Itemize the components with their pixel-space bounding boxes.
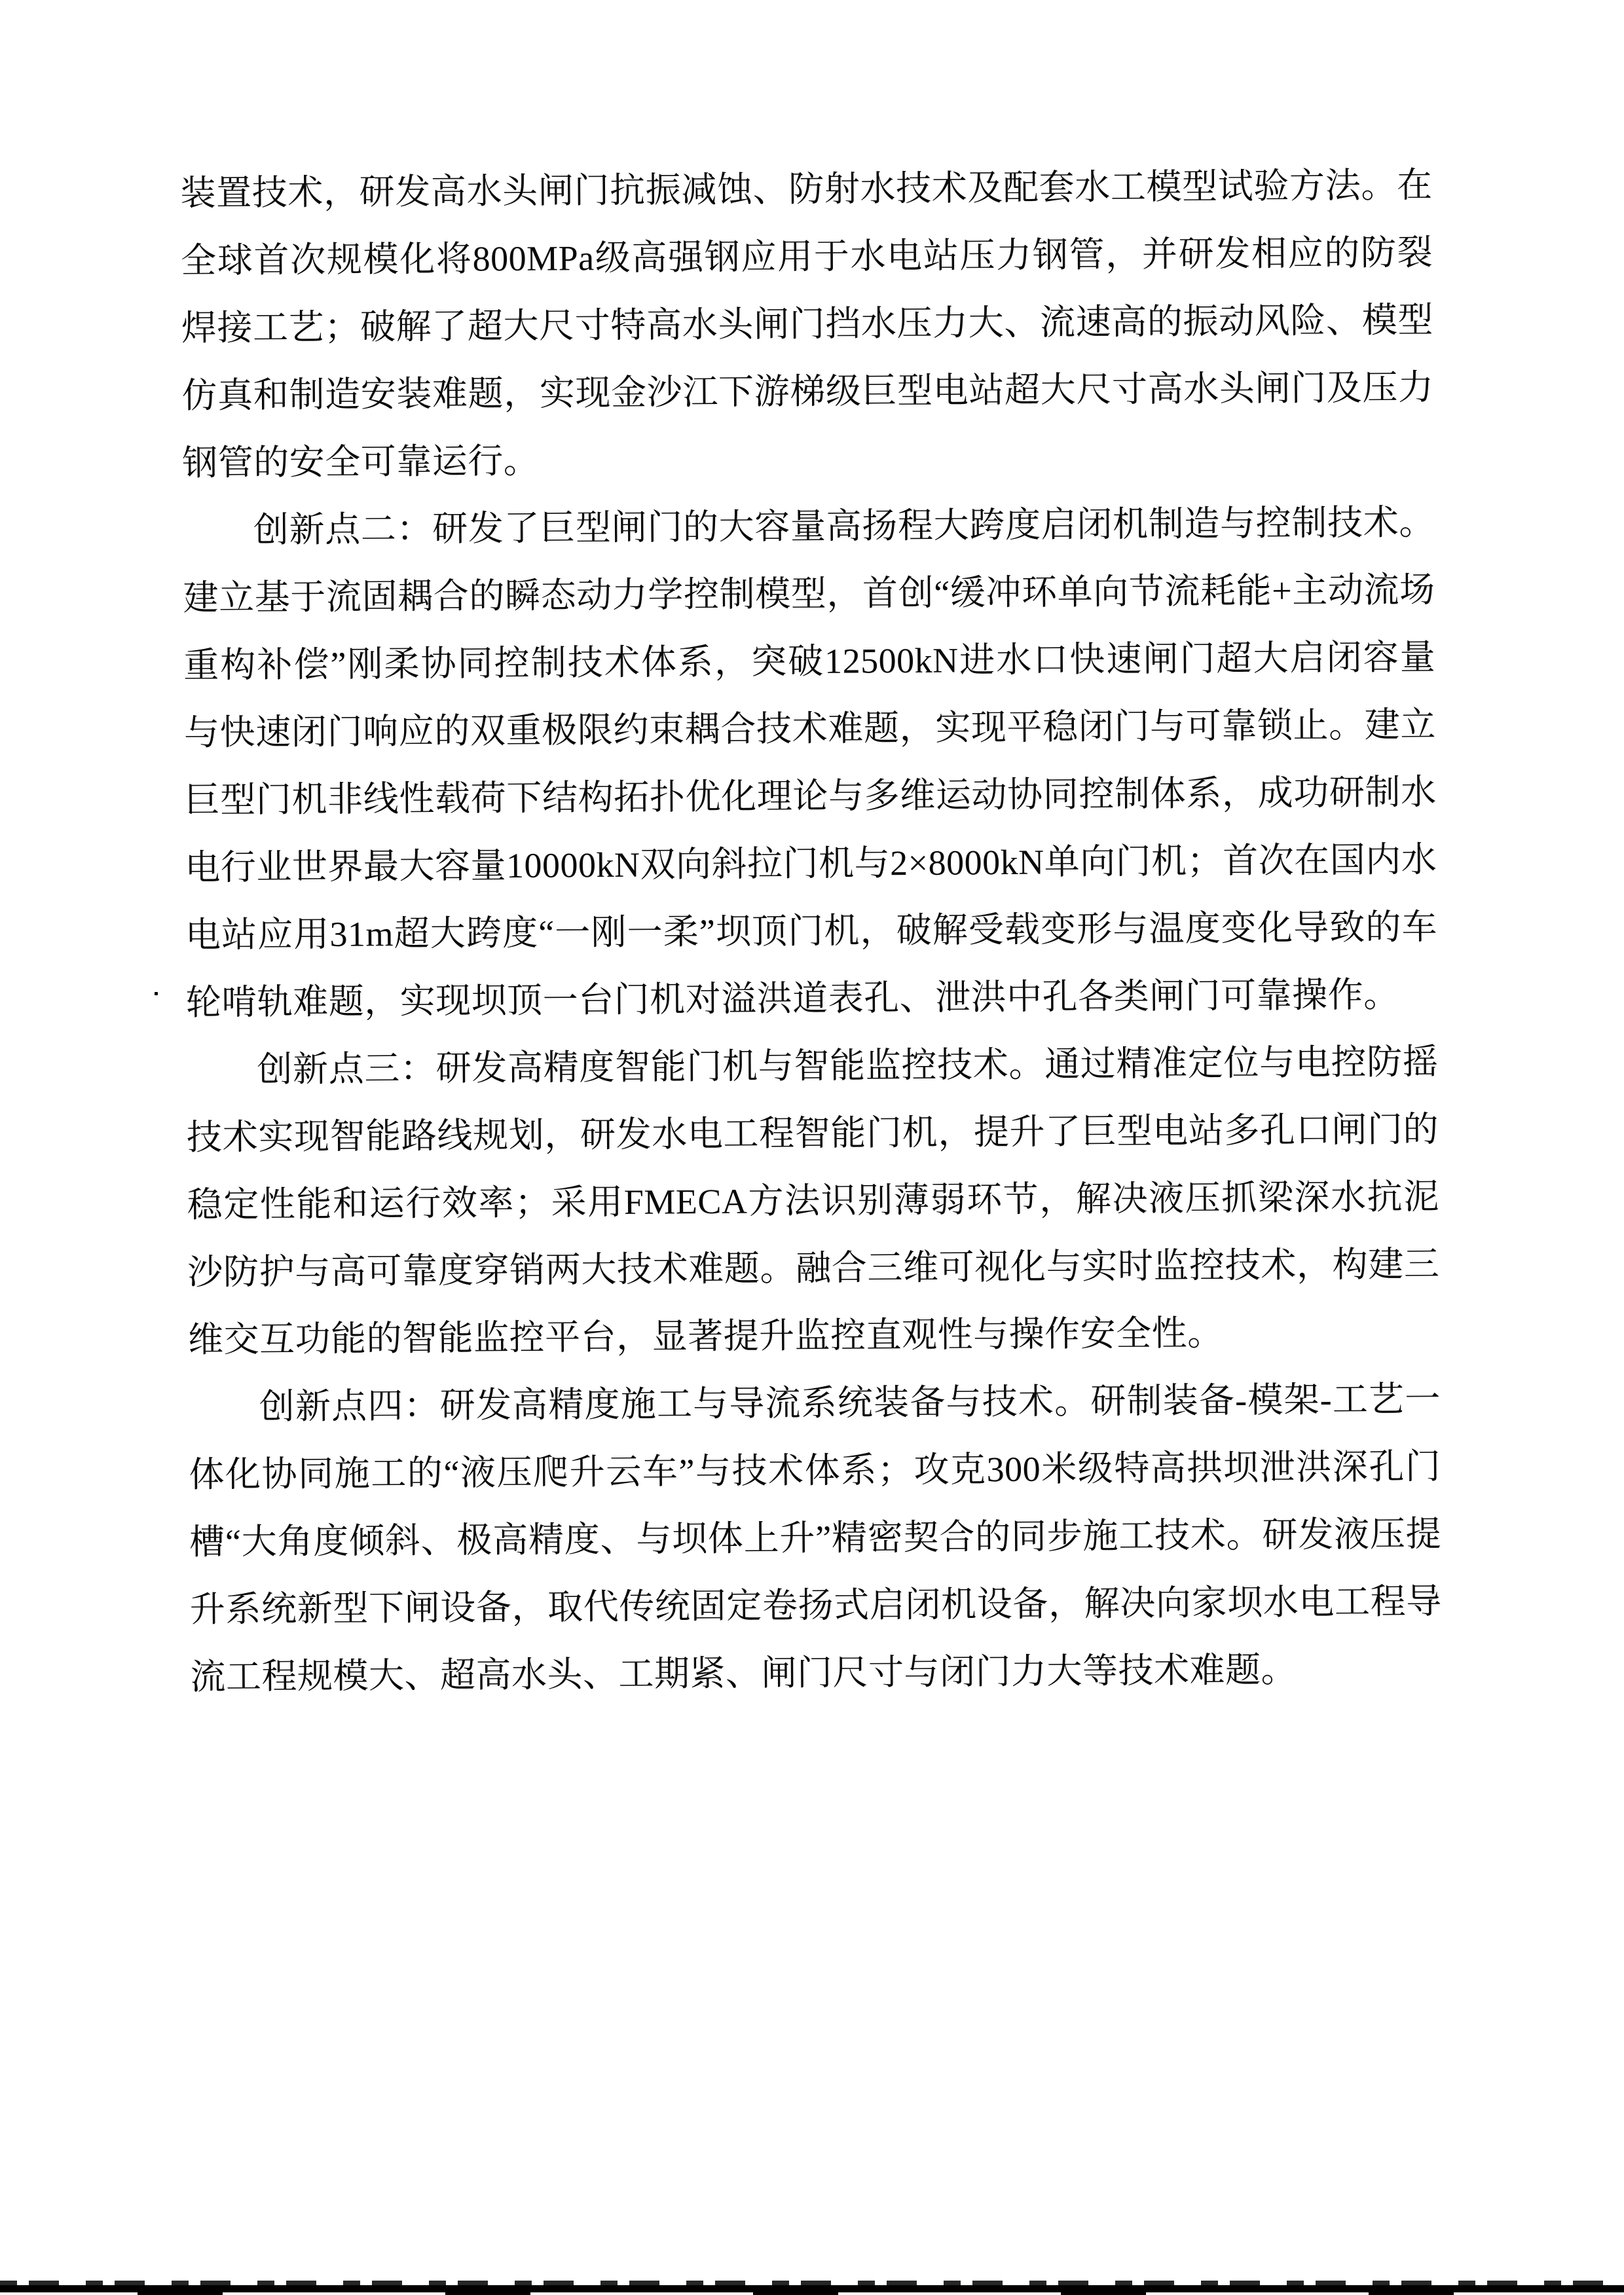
scan-edge-artifact (0, 2285, 1624, 2292)
scan-edge-speckles (0, 2281, 1624, 2285)
page-text (180, 152, 1443, 1712)
paragraph: 创新点二：研发了巨型闸门的大容量高扬程大跨度启闭机制造与控制技术。建立基于流固耦合的瞬态动力学控制模型，首创“缓冲环单向节流耗能+主动流场重构补偿”刚柔协同控制技术体系，突破12500kN进水口快速闸门超大启闭容量与快速闭门响应的双重极限约束耦合技术难题，实现平稳闭门与可靠锁止。建立巨型门机非线性载荷下结构拓扑优化理论与多维运动协同控制体系，成功研制水电行业世界最大容量10000kN双向斜拉门机与2×8000kN单向门机；首次在国内水电站应用31m超大跨度“一刚一柔”坝顶门机，破解受载变形与温度变化导致的车轮啃轨难题，实现坝顶一台门机对溢洪道表孔、泄洪中孔各类闸门可靠操作。 (183, 502, 1438, 1023)
scan-edge-speckles-lower (0, 2292, 1624, 2295)
paragraph: 创新点三：研发高精度智能门机与智能监控技术。通过精准定位与电控防摇技术实现智能路线规划，研发水电工程智能门机，提升了巨型电站多孔口闸门的稳定性能和运行效率；采用FMECA方法识别薄弱环节，解决液压抓梁深水抗泥沙防护与高可靠度穿销两大技术难题。融合三维可视化与实时监控技术，构建三维交互功能的智能监控平台，显著提升监控直观性与操作安全性。 (186, 1042, 1440, 1360)
ink-speck (155, 992, 158, 995)
paragraph: 装置技术，研发高水头闸门抗振减蚀、防射水技术及配套水工模型试验方法。在全球首次规模化将800MPa级高强钢应用于水电站压力钢管，并研发相应的防裂焊接工艺；破解了超大尺寸特高水头闸门挡水压力大、流速高的振动风险、模型仿真和制造安装难题，实现金沙江下游梯级巨型电站超大尺寸高水头闸门及压力钢管的安全可靠运行。 (180, 165, 1434, 483)
paragraph: 创新点四：研发高精度施工与导流系统装备与技术。研制装备-模架-工艺一体化协同施工的“液压爬升云车”与技术体系；攻克300米级特高拱坝泄洪深孔门槽“大角度倾斜、极高精度、与坝体上升”精密契合的同步施工技术。研发液压提升系统新型下闸设备，取代传统固定卷扬式启闭机设备，解决向家坝水电工程导流工程规模大、超高水头、工期紧、闸门尺寸与闭门力大等技术难题。 (189, 1379, 1443, 1697)
